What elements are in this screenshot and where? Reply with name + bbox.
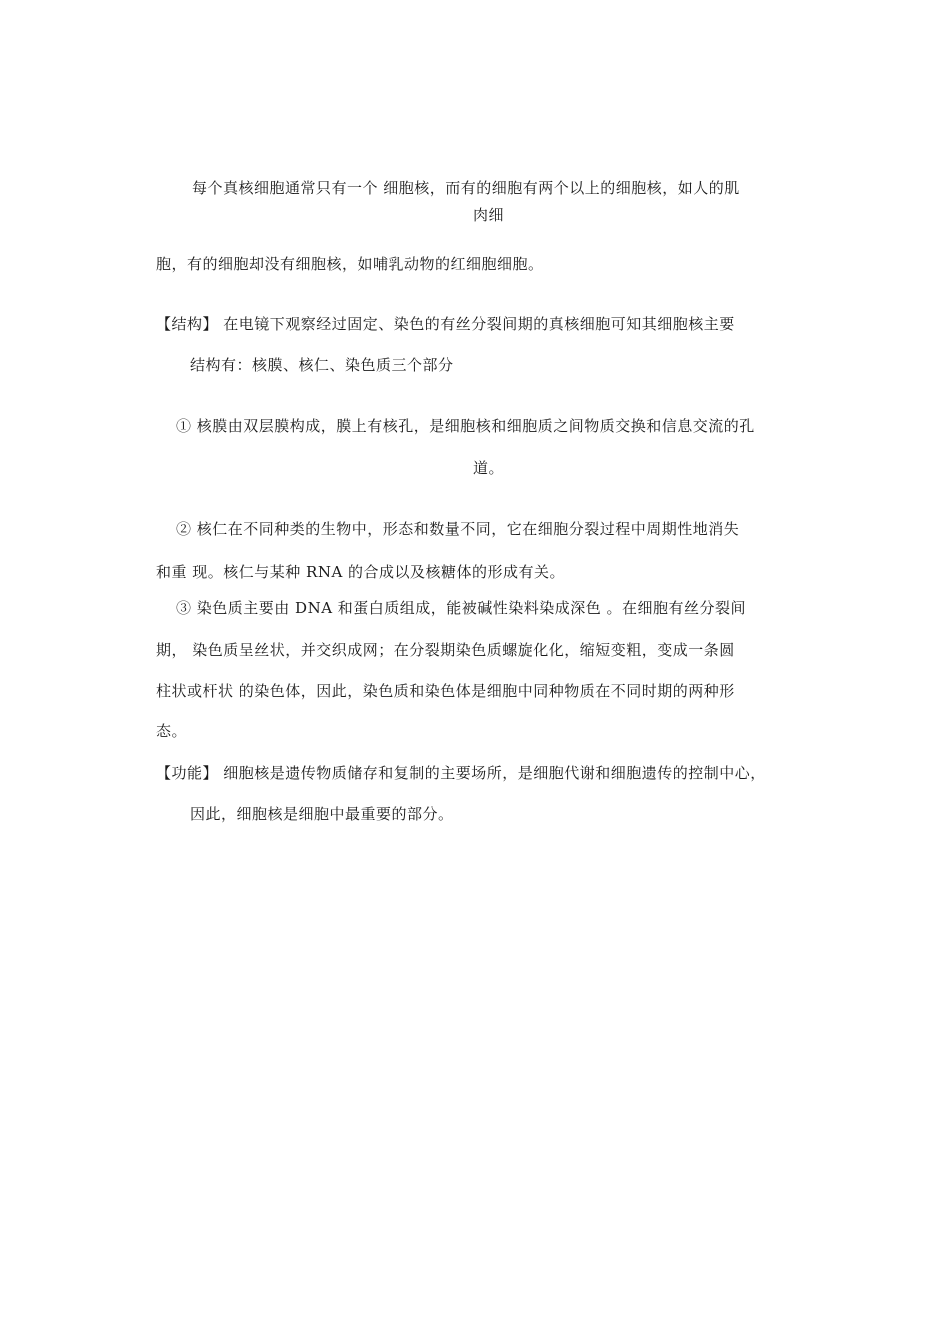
- text-line: ① 核膜由双层膜构成，膜上有核孔，是细胞核和细胞质之间物质交换和信息交流的孔: [176, 417, 755, 435]
- text-line: 态。: [156, 722, 188, 740]
- text-line: ② 核仁在不同种类的生物中，形态和数量不同，它在细胞分裂过程中周期性地消失: [176, 520, 740, 538]
- text-line: ③ 染色质主要由 DNA 和蛋白质组成，能被碱性染料染成深色 。在细胞有丝分裂间: [176, 599, 747, 617]
- text-line: 胞，有的细胞却没有细胞核，如哺乳动物的红细胞细胞。: [156, 255, 544, 273]
- text-line: 因此，细胞核是细胞中最重要的部分。: [190, 805, 454, 823]
- text-line: 期， 染色质呈丝状，并交织成网；在分裂期染色质螺旋化化，缩短变粗，变成一条圆: [156, 641, 735, 659]
- text-line: 和重 现。核仁与某种 RNA 的合成以及核糖体的形成有关。: [156, 563, 566, 581]
- text-line: 肉细: [473, 206, 505, 224]
- text-line: 结构有：核膜、核仁、染色质三个部分: [190, 356, 454, 374]
- structure-heading-line: 【结构】 在电镜下观察经过固定、染色的有丝分裂间期的真核细胞可知其细胞核主要: [156, 315, 735, 333]
- text-line: 每个真核细胞通常只有一个 细胞核，而有的细胞有两个以上的细胞核，如人的肌: [192, 179, 740, 197]
- function-heading-line: 【功能】 细胞核是遗传物质储存和复制的主要场所，是细胞代谢和细胞遗传的控制中心，: [156, 764, 766, 782]
- text-line: 道。: [473, 459, 505, 477]
- text-line: 柱状或杆状 的染色体，因此，染色质和染色体是细胞中同种物质在不同时期的两种形: [156, 682, 735, 700]
